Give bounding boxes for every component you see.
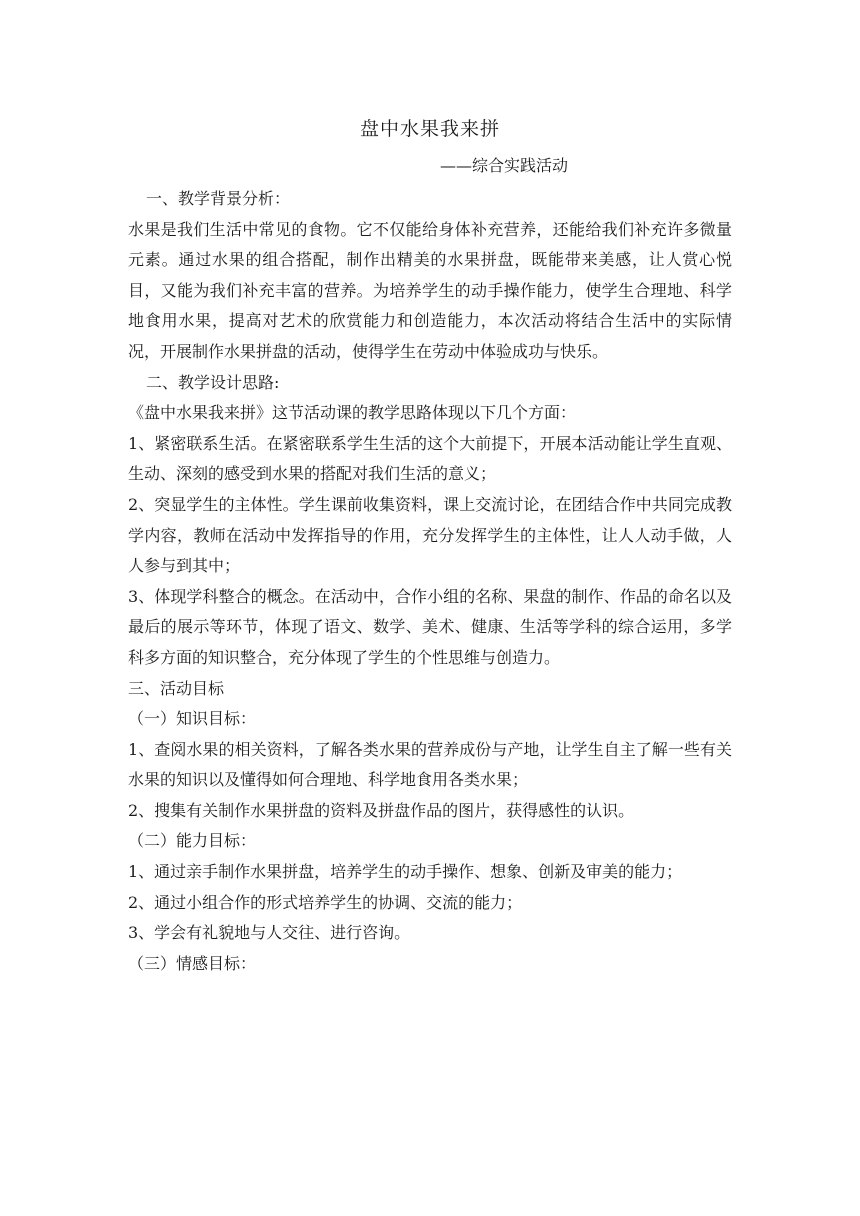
section-heading: 一、教学背景分析： — [146, 189, 291, 208]
paragraph: 《盘中水果我来拼》这节活动课的教学思路体现以下几个方面： — [128, 403, 577, 423]
subsection-heading: （二）能力目标： — [128, 831, 257, 851]
list-item: 1、紧密联系生活。在紧密联系学生生活的这个大前提下，开展本活动能让学生直观、生动、深刻的感受到水果的搭配对我们生活的意义； — [128, 433, 732, 484]
list-item: 1、通过亲手制作水果拼盘，培养学生的动手操作、想象、创新及审美的能力； — [128, 862, 683, 882]
list-item: 2、搜集有关制作水果拼盘的资料及拼盘作品的图片，获得感性的认识。 — [128, 800, 635, 820]
list-item: 3、学会有礼貌地与人交往、进行咨询。 — [128, 923, 411, 943]
subsection-heading: （三）情感目标： — [128, 953, 257, 973]
paragraph: 水果是我们生活中常见的食物。它不仅能给身体补充营养，还能给我们补充许多微量元素。通过水果的组合搭配，制作出精美的水果拼盘，既能带来美感，让人赏心悦目，又能为我们补充丰富的营养。为培养学生的动手操作能力，使学生合理地、科学地食用水果，提高对艺术的欣赏能力和创造能力，本次活动将结合生活中的实际情况，开展制作水果拼盘的活动，使得学生在劳动中体验成功与快乐。 — [128, 219, 732, 361]
document-title: 盘中水果我来拼 — [359, 118, 500, 140]
document-subtitle: ——综合实践活动 — [440, 156, 569, 175]
subsection-heading: （一）知识目标： — [128, 709, 257, 729]
list-item: 1、查阅水果的相关资料，了解各类水果的营养成份与产地，让学生自主了解一些有关水果的知识以及懂得如何合理地、科学地食用各类水果； — [128, 739, 732, 790]
list-item: 2、突显学生的主体性。学生课前收集资料，课上交流讨论，在团结合作中共同完成教学内容，教师在活动中发挥指导的作用，充分发挥学生的主体性，让人人动手做，人人参与到其中； — [128, 494, 732, 576]
section-heading: 二、教学设计思路: — [146, 372, 280, 392]
section-heading: 三、活动目标 — [128, 678, 225, 698]
document-body — [128, 184, 732, 979]
list-item: 3、体现学科整合的概念。在活动中，合作小组的名称、果盘的制作、作品的命名以及最后的展示等环节，体现了语文、数学、美术、健康、生活等学科的综合运用，多学科多方面的知识整合，充分体现了学生的个性思维与创造力。 — [128, 586, 732, 667]
list-item: 2、通过小组合作的形式培养学生的协调、交流的能力； — [128, 892, 523, 912]
